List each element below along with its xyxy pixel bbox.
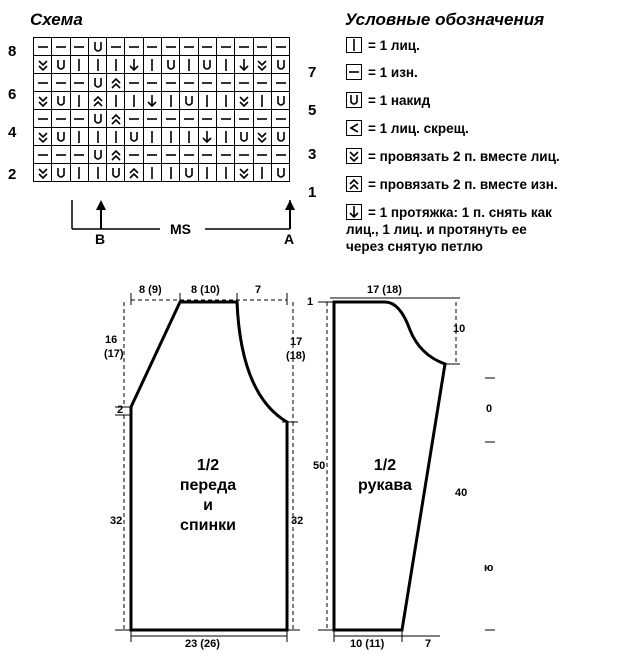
dim-left-small: 2 [117, 404, 124, 416]
legend-title: Условные обозначения [345, 10, 545, 29]
row-number-5: 5 [308, 102, 317, 119]
dim-top-left: 8 (9) [139, 284, 162, 296]
legend-text: = провязать 2 п. вместе лиц. [368, 149, 560, 164]
label-b: B [95, 231, 106, 247]
sleeve-dim-cap: 10 [453, 323, 466, 335]
label-ms: MS [170, 221, 191, 237]
sleeve-dim-long: 40 [455, 487, 468, 499]
sleeve-dim-top: 17 (18) [367, 284, 402, 296]
legend-text: = 1 лиц. скрещ. [368, 121, 469, 136]
dim-bottom: 23 (26) [185, 638, 220, 650]
label-a: A [284, 231, 295, 247]
dim-armhole: 17 [290, 336, 303, 348]
legend-text: = 1 изн. [368, 65, 418, 80]
dim-top-right: 7 [255, 284, 262, 296]
dim-top-mid: 8 (10) [191, 284, 220, 296]
row-number-2: 2 [8, 166, 17, 183]
legend-text: = 1 лиц. [368, 38, 420, 53]
sleeve-dim-bottom: 10 (11) [350, 638, 385, 650]
dim-left-upper: 16 [105, 334, 118, 346]
row-number-4: 4 [8, 124, 17, 141]
sleeve-dim-mid: 0 [486, 403, 493, 415]
legend-text: = провязать 2 п. вместе изн. [368, 177, 558, 192]
schema-title: Схема [30, 10, 83, 29]
row-number-8: 8 [8, 43, 17, 60]
body-title: 1/2 переда и спинки [179, 457, 237, 534]
sleeve-title: 1/2 рукава [358, 457, 412, 494]
dim-left-lower: 32 [110, 515, 123, 527]
sleeve-dim-bottom-right: 7 [425, 638, 432, 650]
dim-armhole-alt: (18) [286, 350, 306, 362]
sleeve-dim-total: 50 [313, 460, 326, 472]
row-number-3: 3 [308, 146, 317, 163]
row-number-6: 6 [8, 86, 17, 103]
dim-left-upper-alt: (17) [104, 348, 124, 360]
row-number-7: 7 [308, 64, 317, 81]
legend-text: = 1 протяжка: 1 п. снять как лиц., 1 лиц. и протянуть ее через снятую петлю [346, 205, 552, 254]
sleeve-dim-top-small: 1 [307, 296, 314, 308]
sleeve-dim-low: ю [484, 562, 494, 574]
dim-right-lower: 32 [291, 515, 304, 527]
legend-text: = 1 накид [368, 93, 431, 108]
row-number-1: 1 [308, 184, 317, 201]
